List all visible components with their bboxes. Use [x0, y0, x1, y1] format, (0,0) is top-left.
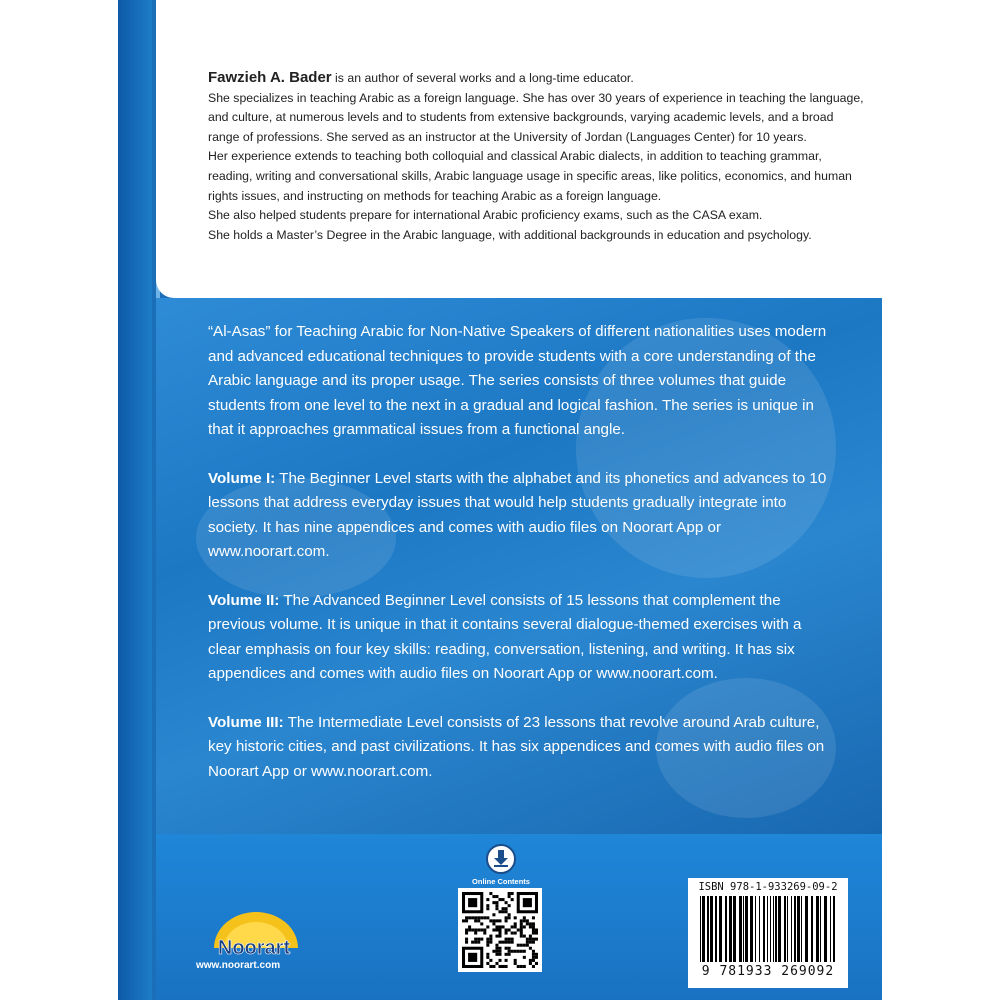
background-photo-area: [156, 298, 882, 834]
logo-text: Noorart: [217, 937, 291, 959]
bio-paragraph: She also helped students prepare for international Arabic proficiency exams, such as the CASA exam.: [208, 208, 763, 223]
author-bio-panel: [156, 0, 882, 298]
series-description: [208, 320, 828, 808]
author-name: Fawzieh A. Bader: [208, 69, 332, 86]
volume-label: Volume III:: [208, 713, 284, 731]
barcode-icon: [698, 896, 838, 962]
bio-paragraph: She specializes in teaching Arabic as a foreign language. She has over 30 years of experience in teaching the language, and culture, at numerous levels and to students from extensive backgrounds, varying academic levels, and a broad range of professions. She served as an instructor at the University of Jordan (Languages Center) for 10 years.: [208, 90, 864, 144]
volume-entry: [208, 711, 828, 785]
online-contents-label: Online Contents: [472, 877, 530, 886]
author-intro: is an author of several works and a long-time educator.: [331, 71, 634, 85]
bio-paragraph: She holds a Master’s Degree in the Arabic language, with additional backgrounds in education and psychology.: [208, 227, 812, 242]
cover-footer: [156, 834, 882, 1000]
book-back-cover: [118, 0, 882, 1000]
noorart-logo: [194, 904, 314, 964]
volume-text: The Advanced Beginner Level consists of 15 lessons that complement the previous volume. It is unique in that it contains several dialogue-themed exercises with a clear emphasis on four key skills: reading, conversation, listening, and writing. It has six appendices and comes with audio files on Noorart App or www.noorart.com.: [208, 591, 802, 682]
volume-entry: [208, 467, 828, 565]
volume-text: The Intermediate Level consists of 23 lessons that revolve around Arab culture, key historic cities, and past civilizations. It has six appendices and comes with audio files on Noorart App or www.noorart.com.: [208, 713, 825, 780]
noorart-logo-icon: [194, 904, 314, 964]
isbn-label: ISBN 978-1-933269-09-2: [698, 881, 838, 893]
volume-entry: [208, 589, 828, 687]
left-spine-band: [118, 0, 152, 1000]
author-bio-text: [208, 68, 868, 245]
isbn-barcode-box: [688, 878, 848, 988]
barcode-number: 9 781933 269092: [701, 964, 835, 979]
bio-paragraph: Her experience extends to teaching both colloquial and classical Arabic dialects, in addition to teaching grammar, reading, writing and conversational skills, Arabic language usage in specific areas, like politics, economics, and human rights issues, and instructing on methods for teaching Arabic as a foreign language.: [208, 149, 852, 203]
series-overview: “Al-Asas” for Teaching Arabic for Non-Native Speakers of different nationalities uses modern and advanced educational techniques to provide students with a core understanding of the Arabic language and its proper usage. The series consists of three volumes that guide students from one level to the next in a gradual and logical fashion. The series is unique in that it approaches grammatical issues from a functional angle.: [208, 323, 827, 438]
volume-label: Volume I:: [208, 469, 276, 487]
qr-code: [458, 888, 542, 972]
logo-website: www.noorart.com: [196, 960, 281, 971]
volume-label: Volume II:: [208, 591, 280, 609]
qr-code-icon: [462, 892, 538, 968]
download-icon: [486, 844, 516, 874]
volume-text: The Beginner Level starts with the alphabet and its phonetics and advances to 10 lessons that address everyday issues that would help students gradually integrate into society. It has nine appendices and comes with audio files on Noorart App or www.noorart.com.: [208, 469, 827, 560]
